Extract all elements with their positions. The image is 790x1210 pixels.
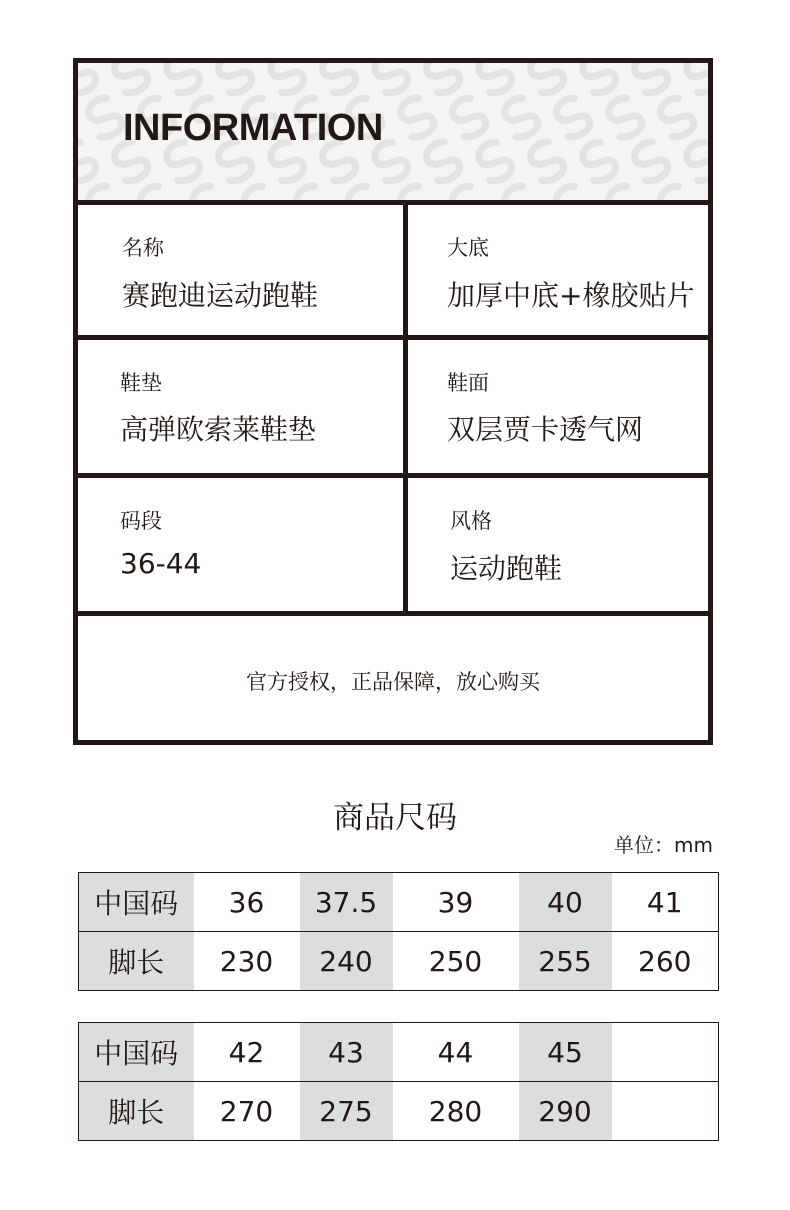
size-cell: 41 <box>612 873 719 932</box>
row-label-cn-size: 中国码 <box>79 1023 194 1082</box>
swirl-motif <box>631 63 671 96</box>
swirl-motif <box>85 95 125 141</box>
spec-label: 风格 <box>450 509 492 533</box>
spec-cell-outsole <box>408 205 708 335</box>
swirl-motif <box>449 95 489 141</box>
spec-cell-name <box>78 205 403 335</box>
swirl-motif <box>319 63 359 96</box>
spec-value: 双层贾卡透气网 <box>447 413 644 446</box>
size-cell: 43 <box>300 1023 393 1082</box>
row-label-foot-length: 脚长 <box>79 1082 194 1141</box>
size-cell: 45 <box>519 1023 612 1082</box>
swirl-motif <box>501 95 541 141</box>
spec-cell-style <box>408 478 708 611</box>
size-cell: 37.5 <box>300 873 393 932</box>
size-cell <box>612 1023 719 1082</box>
length-cell: 250 <box>428 944 483 978</box>
length-cell: 275 <box>300 1082 393 1141</box>
swirl-motif <box>657 95 697 141</box>
swirl-motif <box>293 183 333 200</box>
swirl-motif <box>163 63 203 96</box>
swirl-motif <box>397 95 437 141</box>
swirl-motif <box>423 63 463 96</box>
swirl-motif <box>579 63 619 96</box>
spec-label: 码段 <box>120 509 162 533</box>
information-title: INFORMATION <box>123 107 383 149</box>
information-card <box>73 58 713 745</box>
swirl-motif <box>553 95 593 141</box>
spec-label: 鞋垫 <box>120 371 162 395</box>
length-cell: 280 <box>428 1094 483 1128</box>
swirl-motif <box>111 63 151 96</box>
swirl-motif <box>579 139 619 185</box>
length-cell: 240 <box>300 932 393 991</box>
table-row <box>79 1082 719 1141</box>
authenticity-note: 官方授权，正品保障，放心购买 <box>246 670 540 694</box>
length-cell: 230 <box>219 944 274 978</box>
spec-value: 加厚中底+橡胶贴片 <box>447 279 695 312</box>
spec-label: 大底 <box>447 236 489 260</box>
length-cell: 255 <box>519 932 612 991</box>
length-cell: 270 <box>219 1094 274 1128</box>
spec-value: 赛跑迪运动跑鞋 <box>122 279 319 312</box>
swirl-motif <box>449 183 489 200</box>
swirl-motif <box>215 63 255 96</box>
swirl-motif <box>605 95 645 141</box>
swirl-motif <box>683 139 708 185</box>
swirl-motif <box>657 183 697 200</box>
size-chart-title: 商品尺码 <box>333 800 457 836</box>
swirl-motif <box>553 183 593 200</box>
spec-cell-size-range <box>78 478 403 611</box>
table-row <box>79 873 719 932</box>
swirl-motif <box>501 183 541 200</box>
spec-label: 名称 <box>122 236 164 260</box>
swirl-motif <box>475 63 515 96</box>
spec-cell-insole <box>78 340 403 473</box>
row-label-cn-size: 中国码 <box>79 873 194 932</box>
size-cell: 40 <box>519 873 612 932</box>
row-divider <box>78 611 708 616</box>
table-row <box>79 1023 719 1082</box>
swirl-motif <box>267 63 307 96</box>
swirl-motif <box>605 183 645 200</box>
swirl-motif <box>397 183 437 200</box>
spec-value: 36-44 <box>120 547 202 580</box>
spec-cell-upper <box>408 340 708 473</box>
swirl-motif <box>345 183 385 200</box>
swirl-motif <box>137 183 177 200</box>
swirl-motif <box>371 63 411 96</box>
swirl-motif <box>631 139 671 185</box>
size-cell: 39 <box>393 873 519 932</box>
swirl-motif <box>475 139 515 185</box>
size-cell: 44 <box>393 1023 519 1082</box>
size-table <box>78 872 719 991</box>
spec-label: 鞋面 <box>447 371 489 395</box>
size-cell: 42 <box>194 1023 300 1082</box>
length-cell <box>612 1082 719 1141</box>
swirl-motif <box>527 139 567 185</box>
swirl-motif <box>78 139 99 185</box>
size-cell: 36 <box>194 873 300 932</box>
swirl-motif <box>78 63 99 96</box>
swirl-motif <box>527 63 567 96</box>
length-cell: 260 <box>638 944 692 978</box>
length-cell: 290 <box>519 1082 612 1141</box>
size-table <box>78 1022 719 1141</box>
swirl-motif <box>423 139 463 185</box>
swirl-motif <box>683 63 708 96</box>
swirl-motif <box>189 183 229 200</box>
swirl-motif <box>85 183 125 200</box>
information-header <box>78 63 708 205</box>
size-unit: 单位：mm <box>614 833 713 857</box>
spec-value: 运动跑鞋 <box>450 552 563 585</box>
swirl-motif <box>241 183 281 200</box>
table-row <box>79 932 719 991</box>
spec-value: 高弹欧索莱鞋垫 <box>120 413 317 446</box>
row-label-foot-length: 脚长 <box>79 932 194 991</box>
